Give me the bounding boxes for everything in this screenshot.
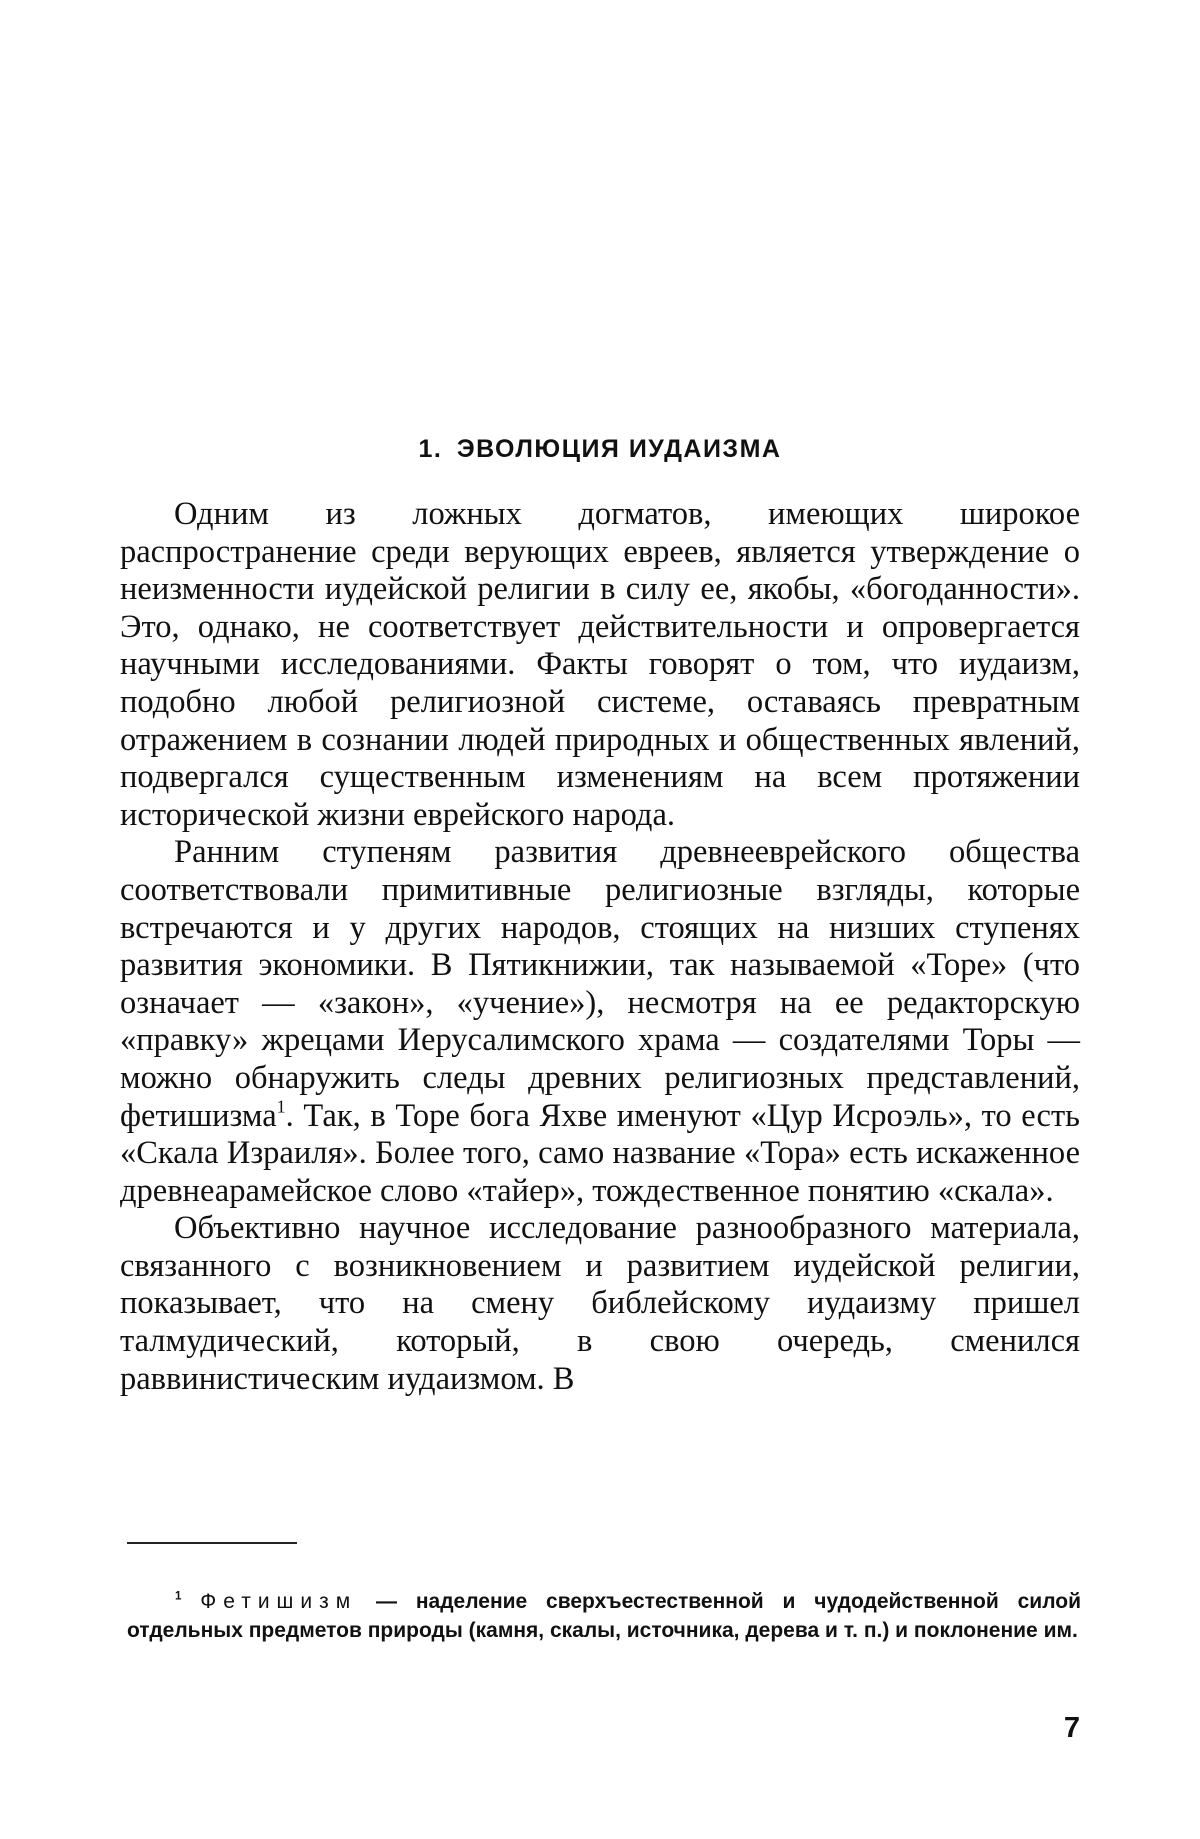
paragraph-3 bbox=[120, 1210, 1080, 1398]
footnote bbox=[127, 1588, 1081, 1645]
chapter-number: 1. bbox=[418, 435, 443, 463]
paragraph-3-text: Объективно научное исследование разнообразного материала, связанного с возникновением и развитием иудейской религии, показывает, что на смену библейскому иудаизму пришел талмудический, который, в свою очередь, сменился раввинистическим иудаизмом. В bbox=[120, 1210, 1080, 1397]
paragraph-1-text: Одним из ложных догматов, имеющих широкое распространение среди верующих евреев, является утверждение о неизменности иудейской религии в силу ее, якобы, «богоданности». Это, однако, не соответствует действительности и опровергается научными исследованиями. Факты говорят о том, что иудаизм, подобно любой религиозной системе, оставаясь превратным отражением в сознании людей природных и общественных явлений, подвергался существенным изменениям на всем протяжении исторической жизни еврейского народа. bbox=[120, 496, 1080, 833]
paragraph-2-text-part2: . Так, в Торе бога Яхве именуют «Цур Исроэль», то есть «Скала Израиля». Более того, само название «Тора» есть искаженное древнеарамейское слово «тайер», тождественное понятию «скала». bbox=[120, 1097, 1080, 1209]
footnote-term: Фетишизм bbox=[200, 1590, 358, 1613]
chapter-heading bbox=[120, 435, 1080, 464]
paragraph-1 bbox=[120, 496, 1080, 834]
footnote-reference: 1 bbox=[276, 1096, 286, 1117]
footnote-mark: 1 bbox=[175, 1590, 182, 1603]
paragraph-2 bbox=[120, 834, 1080, 1210]
chapter-title: ЭВОЛЮЦИЯ ИУДАИЗМА bbox=[456, 435, 782, 463]
main-text bbox=[120, 496, 1080, 1398]
footnote-text: — наделение сверхъестественной и чудодейственной силой отдельных предметов природы (камня, скалы, источника, дерева и т. п.) и поклонение им. bbox=[127, 1590, 1081, 1642]
footnote-divider bbox=[127, 1542, 297, 1544]
paragraph-2-text-part1: Ранним ступеням развития древнееврейского общества соответствовали примитивные религиозные взгляды, которые встречаются и у других народов, стоящих на низших ступенях развития экономики. В Пятикнижии, так называемой «Торе» (что означает — «закон», «учение»), несмотря на ее редакторскую «правку» жрецами Иерусалимского храма — создателями Торы — можно обнаружить следы древних религиозных представлений, фетишизма bbox=[120, 834, 1080, 1134]
page-number: 7 bbox=[1063, 1712, 1080, 1744]
